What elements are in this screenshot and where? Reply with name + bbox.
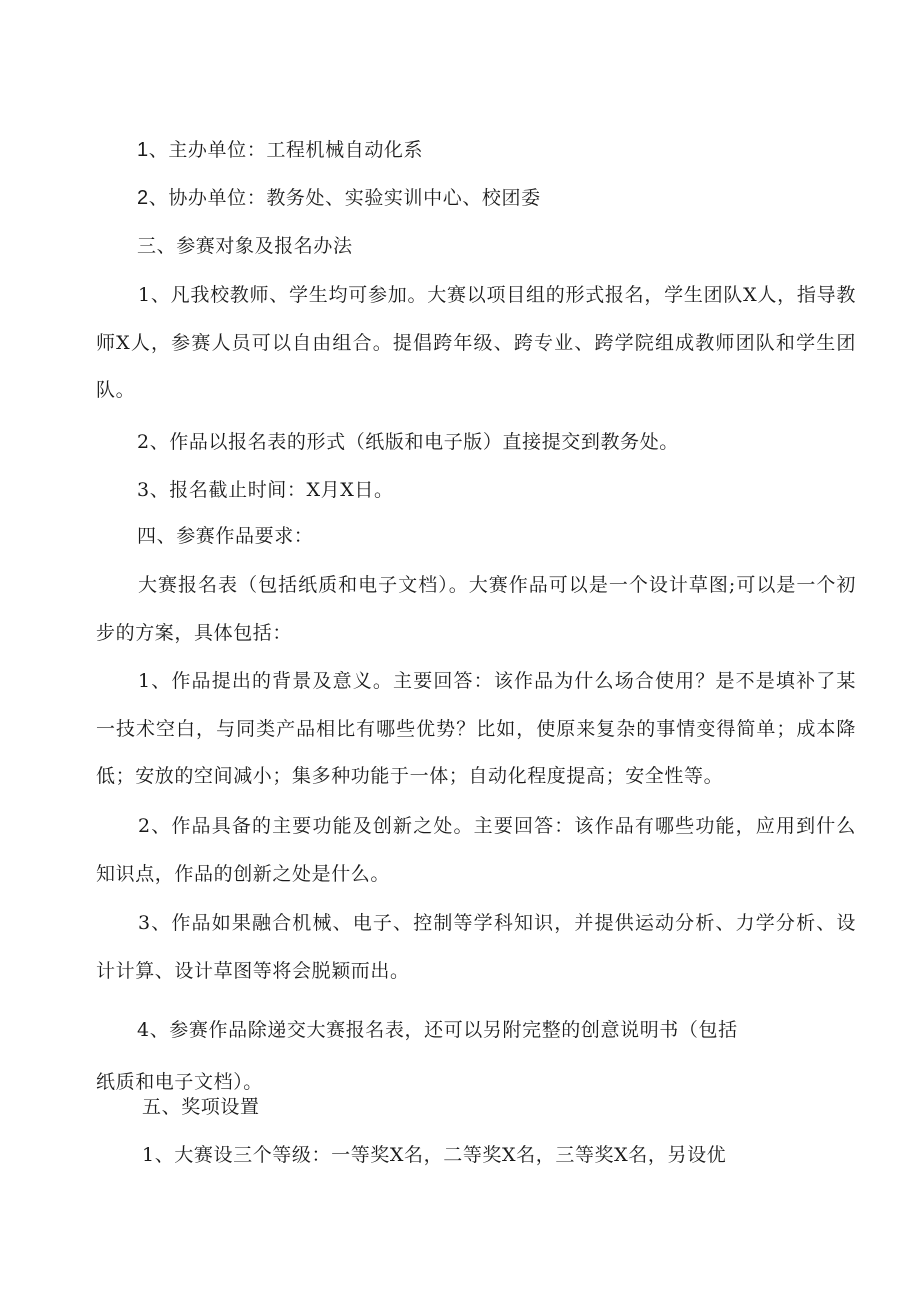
organizer-line — [137, 138, 423, 162]
organizer-text: 、主办单位：工程机械自动化系 — [148, 139, 424, 161]
requirements-intro: 大赛报名表（包括纸质和电子文档）。大赛作品可以是一个设计草图;可以是一个初步的方案，具体包括： — [96, 574, 856, 644]
requirements-item-2: 2、作品具备的主要功能及创新之处。主要回答：该作品有哪些功能，应用到什么知识点，作品的创新之处是什么。 — [96, 815, 856, 885]
requirements-item-1: 1、作品提出的背景及意义。主要回答：该作品为什么场合使用？是不是填补了某一技术空白，与同类产品相比有哪些优势？比如，使原来复杂的事情变得简单；成本降低；安放的空间减小；集多种功能于一体；自动化程度提高；安全性等。 — [96, 670, 856, 787]
section-heading-participants: 三、参赛对象及报名办法 — [137, 235, 353, 257]
awards-item-1: 1、大赛设三个等级：一等奖X名，二等奖X名，三等奖X名，另设优 — [142, 1144, 727, 1166]
co-organizer-line — [137, 186, 541, 210]
requirements-item-4-line-2: 纸质和电子文档）。 — [96, 1071, 263, 1093]
participants-item-1: 1、凡我校教师、学生均可参加。大赛以项目组的形式报名，学生团队X人，指导教师X人，参赛人员可以自由组合。提倡跨年级、跨专业、跨学院组成教师团队和学生团队。 — [96, 284, 856, 401]
requirements-item-4-line-1: 4、参赛作品除递交大赛报名表，还可以另附完整的创意说明书（包括 — [137, 1019, 738, 1041]
section-heading-requirements: 四、参赛作品要求： — [137, 525, 314, 547]
organizer-number: 1 — [137, 139, 149, 161]
section-heading-awards: 五、奖项设置 — [142, 1096, 260, 1118]
participants-item-3: 3、报名截止时间：X月X日。 — [137, 479, 394, 501]
co-organizer-number: 2 — [137, 187, 149, 209]
participants-item-2: 2、作品以报名表的形式（纸版和电子版）直接提交到教务处。 — [137, 431, 679, 453]
co-organizer-text: 、协办单位：教务处、实验实训中心、校团委 — [148, 187, 541, 209]
requirements-item-3: 3、作品如果融合机械、电子、控制等学科知识，并提供运动分析、力学分析、设计计算、设计草图等将会脱颖而出。 — [96, 912, 856, 982]
